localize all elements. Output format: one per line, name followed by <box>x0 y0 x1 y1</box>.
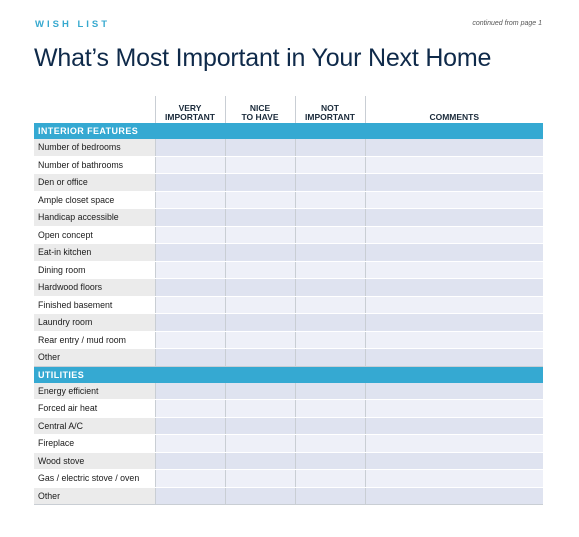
comments-cell[interactable] <box>365 279 543 297</box>
row-label: Other <box>34 487 155 505</box>
comments-cell[interactable] <box>365 209 543 227</box>
nice-to-have-cell[interactable] <box>225 331 295 349</box>
comments-cell[interactable] <box>365 314 543 332</box>
very-important-cell[interactable] <box>155 209 225 227</box>
section-title: UTILITIES <box>34 366 543 383</box>
very-important-cell[interactable] <box>155 139 225 156</box>
section-header-row <box>34 123 543 139</box>
table-row <box>34 296 543 314</box>
table-row <box>34 244 543 262</box>
very-important-cell[interactable] <box>155 191 225 209</box>
nice-to-have-cell[interactable] <box>225 487 295 505</box>
very-important-cell[interactable] <box>155 244 225 262</box>
header-line: IMPORTANT <box>165 112 215 122</box>
comments-header <box>365 96 543 123</box>
wish-list-table <box>34 96 543 505</box>
not-important-cell[interactable] <box>295 261 365 279</box>
table-row <box>34 400 543 418</box>
table-row <box>34 470 543 488</box>
very-important-cell[interactable] <box>155 383 225 400</box>
very-important-cell[interactable] <box>155 279 225 297</box>
nice-to-have-cell[interactable] <box>225 244 295 262</box>
comments-cell[interactable] <box>365 191 543 209</box>
page-title: What’s Most Important in Your Next Home <box>34 44 492 72</box>
section-header-row <box>34 366 543 383</box>
row-label: Forced air heat <box>34 400 155 418</box>
very-important-cell[interactable] <box>155 417 225 435</box>
table-row <box>34 452 543 470</box>
not-important-cell[interactable] <box>295 470 365 488</box>
nice-to-have-cell[interactable] <box>225 226 295 244</box>
row-label: Dining room <box>34 261 155 279</box>
label-column-header <box>34 96 155 123</box>
nice-to-have-cell[interactable] <box>225 383 295 400</box>
not-important-cell[interactable] <box>295 314 365 332</box>
nice-to-have-cell[interactable] <box>225 279 295 297</box>
not-important-header <box>295 96 365 123</box>
table-row <box>34 261 543 279</box>
comments-cell[interactable] <box>365 470 543 488</box>
not-important-cell[interactable] <box>295 209 365 227</box>
table-row <box>34 417 543 435</box>
row-label: Central A/C <box>34 417 155 435</box>
not-important-cell[interactable] <box>295 226 365 244</box>
nice-to-have-cell[interactable] <box>225 139 295 156</box>
not-important-cell[interactable] <box>295 244 365 262</box>
wish-list-kicker: WISH LIST <box>35 19 111 30</box>
row-label: Other <box>34 349 155 367</box>
not-important-cell[interactable] <box>295 331 365 349</box>
table-row <box>34 174 543 192</box>
row-label: Ample closet space <box>34 191 155 209</box>
not-important-cell[interactable] <box>295 383 365 400</box>
comments-cell[interactable] <box>365 452 543 470</box>
not-important-cell[interactable] <box>295 139 365 156</box>
not-important-cell[interactable] <box>295 435 365 453</box>
not-important-cell[interactable] <box>295 349 365 367</box>
comments-cell[interactable] <box>365 487 543 505</box>
section-title: INTERIOR FEATURES <box>34 123 543 139</box>
nice-to-have-cell[interactable] <box>225 209 295 227</box>
comments-cell[interactable] <box>365 383 543 400</box>
table-row <box>34 139 543 156</box>
comments-cell[interactable] <box>365 139 543 156</box>
nice-to-have-header <box>225 96 295 123</box>
nice-to-have-cell[interactable] <box>225 156 295 174</box>
not-important-cell[interactable] <box>295 400 365 418</box>
row-label: Rear entry / mud room <box>34 331 155 349</box>
not-important-cell[interactable] <box>295 191 365 209</box>
row-label: Eat-in kitchen <box>34 244 155 262</box>
header-line: TO HAVE <box>241 112 279 122</box>
not-important-cell[interactable] <box>295 174 365 192</box>
very-important-cell[interactable] <box>155 331 225 349</box>
not-important-cell[interactable] <box>295 279 365 297</box>
very-important-cell[interactable] <box>155 261 225 279</box>
continued-note: continued from page 1 <box>472 20 542 27</box>
header-line: VERY <box>178 103 202 113</box>
row-label: Energy efficient <box>34 383 155 400</box>
table-body <box>34 123 543 505</box>
row-label: Hardwood floors <box>34 279 155 297</box>
header-line: IMPORTANT <box>305 112 355 122</box>
very-important-cell[interactable] <box>155 174 225 192</box>
very-important-cell[interactable] <box>155 400 225 418</box>
row-label: Finished basement <box>34 296 155 314</box>
nice-to-have-cell[interactable] <box>225 417 295 435</box>
comments-cell[interactable] <box>365 296 543 314</box>
very-important-cell[interactable] <box>155 314 225 332</box>
comments-cell[interactable] <box>365 400 543 418</box>
not-important-cell[interactable] <box>295 452 365 470</box>
table-row <box>34 383 543 400</box>
very-important-header <box>155 96 225 123</box>
table-row <box>34 487 543 505</box>
row-label: Laundry room <box>34 314 155 332</box>
very-important-cell[interactable] <box>155 435 225 453</box>
comments-cell[interactable] <box>365 331 543 349</box>
row-label: Gas / electric stove / oven <box>34 470 155 488</box>
very-important-cell[interactable] <box>155 470 225 488</box>
table-header-row <box>34 96 543 123</box>
table-row <box>34 226 543 244</box>
comments-cell[interactable] <box>365 349 543 367</box>
table-row <box>34 191 543 209</box>
nice-to-have-cell[interactable] <box>225 314 295 332</box>
nice-to-have-cell[interactable] <box>225 349 295 367</box>
comments-cell[interactable] <box>365 261 543 279</box>
table-row <box>34 349 543 367</box>
nice-to-have-cell[interactable] <box>225 400 295 418</box>
table-row <box>34 331 543 349</box>
row-label: Open concept <box>34 226 155 244</box>
comments-cell[interactable] <box>365 226 543 244</box>
row-label: Wood stove <box>34 452 155 470</box>
row-label: Number of bedrooms <box>34 139 155 156</box>
very-important-cell[interactable] <box>155 452 225 470</box>
comments-cell[interactable] <box>365 174 543 192</box>
very-important-cell[interactable] <box>155 487 225 505</box>
table-row <box>34 156 543 174</box>
table-row <box>34 314 543 332</box>
very-important-cell[interactable] <box>155 226 225 244</box>
very-important-cell[interactable] <box>155 349 225 367</box>
row-label: Den or office <box>34 174 155 192</box>
nice-to-have-cell[interactable] <box>225 296 295 314</box>
row-label: Fireplace <box>34 435 155 453</box>
nice-to-have-cell[interactable] <box>225 470 295 488</box>
row-label: Number of bathrooms <box>34 156 155 174</box>
very-important-cell[interactable] <box>155 296 225 314</box>
not-important-cell[interactable] <box>295 487 365 505</box>
not-important-cell[interactable] <box>295 156 365 174</box>
nice-to-have-cell[interactable] <box>225 191 295 209</box>
header-line: NOT <box>321 103 339 113</box>
header-line: COMMENTS <box>429 112 480 122</box>
comments-cell[interactable] <box>365 244 543 262</box>
comments-cell[interactable] <box>365 417 543 435</box>
nice-to-have-cell[interactable] <box>225 452 295 470</box>
nice-to-have-cell[interactable] <box>225 174 295 192</box>
table-row <box>34 279 543 297</box>
header-line: NICE <box>249 103 271 113</box>
not-important-cell[interactable] <box>295 417 365 435</box>
row-label: Handicap accessible <box>34 209 155 227</box>
nice-to-have-cell[interactable] <box>225 261 295 279</box>
comments-cell[interactable] <box>365 435 543 453</box>
table-row <box>34 435 543 453</box>
very-important-cell[interactable] <box>155 156 225 174</box>
not-important-cell[interactable] <box>295 296 365 314</box>
comments-cell[interactable] <box>365 156 543 174</box>
nice-to-have-cell[interactable] <box>225 435 295 453</box>
table-row <box>34 209 543 227</box>
